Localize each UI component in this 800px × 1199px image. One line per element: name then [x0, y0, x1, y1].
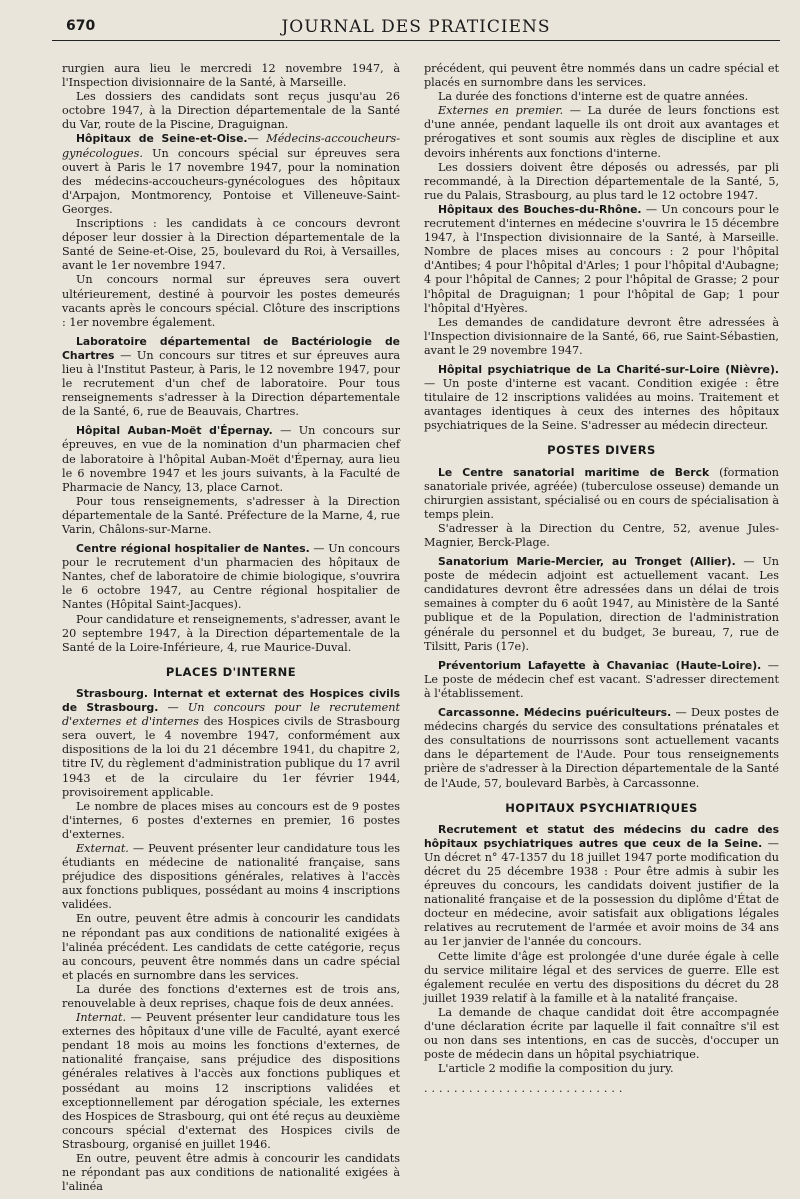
paragraph: Les dossiers doivent être déposés ou adressés, par pli recommandé, à la Direction départementale de la Santé, 5, rue du Palais, Strasbourg, au plus tard le 12 octobre 1947. — [424, 160, 779, 202]
notice-text: (formation sanatoriale privée, agréée) (tuberculose osseuse) demande un chirurgien assistant, spécialisé ou en cours de spécialisation à temps plein. — [424, 465, 779, 521]
paragraph: Les dossiers des candidats sont reçus jusqu'au 26 octobre 1947, à la Direction départementale de la Santé du Var, route de la Piscine, Draguignan. — [62, 90, 400, 132]
section-heading-places-interne: PLACES D'INTERNE — [165, 664, 297, 679]
notice-title: Préventorium Lafayette à Chavaniac (Haute-Loire). — [438, 658, 762, 672]
right-column — [424, 62, 779, 1096]
notice-subtitle: — Médecins-accoucheurs-gynécologues. — [62, 132, 400, 160]
paragraph-lead: Externat. — [76, 841, 129, 855]
notice-title: Hôpital psychiatrique de La Charité-sur-Loire (Nièvre). — [438, 362, 779, 376]
notice-title: Hôpital Auban-Moët d'Épernay. — [76, 424, 273, 438]
paragraph: Cette limite d'âge est prolongée d'une durée égale à celle du service militaire légal et des services de guerre. Elle est également reculée en vertu des dispositions du décret du 28 juillet 1939 relatif à la famille et à la natalité française. — [424, 949, 779, 1005]
notice-chartres — [62, 335, 400, 420]
notice-nantes — [62, 542, 400, 655]
paragraph-text: — Peuvent présenter leur candidature tous les externes des hôpitaux d'une ville de Faculté, ayant exercé pendant 18 mois au moins les fonctions d'externes, de nationalité française, sans préjudice des dispositions générales relatives à l'accès aux fonctions publiques et possédant au moins 12 inscriptions validées et exceptionnellement par dérogation spéciale, les externes des Hospices de Strasbourg, qui ont été reçus au deuxième concours spécial d'externat des Hospices civils de Strasbourg, organisé en juillet 1946. — [62, 1011, 400, 1151]
notice-chavaniac — [424, 659, 779, 701]
left-column — [62, 62, 400, 1199]
notice-bouches-du-rhone — [424, 203, 779, 358]
paragraph: La demande de chaque candidat doit être accompagnée d'une déclaration écrite par laquelle il fait connaître s'il est ou non dans ses intentions, en cas de succès, d'occuper un poste de médecin dans un hôpital psychiatrique. — [424, 1005, 779, 1062]
paragraph: La durée des fonctions d'interne est de quatre années. — [438, 90, 749, 104]
notice-text: — Un concours sur épreuves, en vue de la nomination d'un pharmacien chef de laboratoire à l'hôpital Auban-Moët d'Épernay, aura lieu le 6 novembre 1947 et les jours suivants, à la Faculté de Pharmacie de Nancy, 13, place Carnot. — [62, 424, 400, 494]
page-number: 670 — [66, 18, 96, 34]
notice-title: Strasbourg. Internat et externat des Hospices civils de Strasbourg. — [62, 686, 400, 715]
notice-tronget — [424, 555, 779, 654]
paragraph-text: — Peuvent présenter leur candidature tous les étudiants en médecine de nationalité française, sans préjudice des dispositions générales, relatives à l'accès aux fonctions publiques, possédant au moins 4 inscriptions validées. — [62, 841, 400, 912]
notice-carcassonne — [424, 706, 779, 791]
paragraph: En outre, peuvent être admis à concourir les candidats ne répondant pas aux conditions de nationalité exigées à l'alinéa précédent. Les candidats de cette catégorie, reçus au concours, peuvent être nommés dans un cadre spécial et placés en surnombre dans les services. — [62, 912, 400, 982]
journal-title: JOURNAL DES PRATICIENS — [281, 17, 551, 37]
notice-text: — Un concours pour le recrutement d'internes en médecine s'ouvrira le 15 décembre 1947, à l'Inspection divisionnaire de la Santé, à Marseille. Nombre de places mises au concours : 2 pour l'hôpital d'Antibes; 4 pour l'hôpital d'Arles; 1 pour l'hôpital d'Aubagne; 4 pour l'hôpital de Cannes; 2 pour l'hôpital de Grasse; 2 pour l'hôpital de Draguignan; 1 pour l'hôpital de Gap; 1 pour l'hôpital d'Hyères. — [424, 202, 779, 315]
section-heading-hopitaux-psychiatriques: HOPITAUX PSYCHIATRIQUES — [505, 800, 698, 815]
notice-text: — Un concours sur titres et sur épreuves aura lieu à l'Institut Pasteur, à Paris, le 12 novembre 1947, pour le recrutement d'un chef de laboratoire. Pour tous renseignements s'adresser à la Direction départementale de la Santé, 6, rue de Beauvais, Chartres. — [62, 348, 400, 419]
paragraph: L'article 2 modifie la composition du jury. — [438, 1062, 674, 1076]
notice-seine-et-oise — [62, 132, 400, 329]
notice-berck — [424, 466, 779, 551]
notice-title: Recrutement et statut des médecins du cadre des hôpitaux psychiatriques autres que ceux de la Seine. — [424, 822, 779, 850]
notice-recrutement-statut — [424, 823, 779, 1077]
notice-text: — Un décret n° 47-1357 du 18 juillet 1947 porte modification du décret du 25 décembre 1938 : Pour être admis à subir les épreuves du concours, les candidats doivent justifier de la nationalité française et de la possession du diplôme d'État de docteur en médecine, avoir satisfait aux obligations légales relatives au recrutement de l'armée et avoir moins de 34 ans au 1er janvier de l'année du concours. — [424, 836, 779, 949]
paragraph: Inscriptions : les candidats à ce concours devront déposer leur dossier à la Direction départementale de la Santé de Seine-et-Oise, 25, boulevard du Roi, à Versailles, avant le 1er novembre 1947. — [62, 217, 400, 273]
notice-subtitle: — Un concours pour le recrutement d'externes et d'internes — [62, 701, 400, 729]
notice-title: Le Centre sanatorial maritime de Berck — [438, 465, 710, 479]
notice-la-charite — [424, 363, 779, 433]
paragraph: rurgien aura lieu le mercredi 12 novembre 1947, à l'Inspection divisionnaire de la Santé, à Marseille. — [62, 62, 400, 90]
notice-text: des Hospices civils de Strasbourg sera ouvert, le 4 novembre 1947, conformément aux dispositions de la loi du 21 décembre 1941, du chapitre 2, titre IV, du règlement d'administration publique du 17 avril 1943 et de la circulaire du 1er février 1944, provisoirement applicable. — [62, 715, 401, 799]
notice-title: Laboratoire départemental de Bactériologie de Chartres — [62, 334, 400, 362]
paragraph: précédent, qui peuvent être nommés dans un cadre spécial et placés en surnombre dans les services. — [424, 62, 779, 90]
page-header — [52, 14, 780, 41]
paragraph: La durée des fonctions d'externes est de trois ans, renouvelable à deux reprises, chaque fois de deux années. — [62, 982, 400, 1010]
notice-title: Sanatorium Marie-Mercier, au Tronget (Allier). — [438, 555, 736, 569]
paragraph: Pour candidature et renseignements, s'adresser, avant le 20 septembre 1947, à la Direction départementale de la Santé de la Loire-Inférieure, 4, rue Maurice-Duval. — [62, 612, 400, 654]
paragraph-text: — La durée de leurs fonctions est d'une année, pendant laquelle ils ont droit aux avantages et prérogatives et sont soumis aux règles de discipline et aux devoirs inhérents aux fonctions d'interne. — [424, 104, 779, 160]
notice-title: Carcassonne. Médecins puériculteurs. — [438, 706, 672, 720]
notice-strasbourg — [62, 687, 400, 1194]
notice-text: — Un poste de médecin adjoint est actuellement vacant. Les candidatures devront être adressées dans un délai de trois semaines à compter du 6 août 1947, au Ministère de la Santé publique et de la Population, direction de l'administration générale du personnel et du budget, 3e bureau, 7, rue de Tilsitt, Paris (17e). — [424, 555, 779, 653]
paragraph: En outre, peuvent être admis à concourir les candidats ne répondant pas aux conditions de nationalité exigées à l'alinéa — [62, 1152, 400, 1194]
notice-title: Hôpitaux des Bouches-du-Rhône. — [438, 202, 642, 216]
paragraph: Le nombre de places mises au concours est de 9 postes d'internes, 6 postes d'externes en premier, 16 postes d'externes. — [62, 799, 400, 841]
notice-epernay — [62, 424, 400, 537]
notice-text: — Deux postes de médecins chargés du service des consultations prénatales et des consultations de nourrissons sont actuellement vacants dans le département de l'Aude. Pour tous renseignements prière de s'adresser à la Direction départementale de la Santé de l'Aude, 57, boulevard Barbès, à Carcassonne. — [424, 706, 780, 790]
notice-text: — Un poste d'interne est vacant. Condition exigée : être titulaire de 12 inscriptions validées au moins. Traitement et avantages identiques à ceux des internes des hôpitaux psychiatriques de la Seine. S'adresser au médecin directeur. — [424, 377, 779, 433]
paragraph-lead: Internat. — [76, 1011, 127, 1025]
notice-title: Hôpitaux de Seine-et-Oise. — [76, 132, 248, 146]
paragraph: Les demandes de candidature devront être adressées à l'Inspection divisionnaire de la Santé, 66, rue Saint-Sébastien, avant le 29 novembre 1947. — [424, 315, 779, 357]
paragraph-lead: Externes en premier. — [438, 104, 564, 118]
notice-text: — Un concours pour le recrutement d'un pharmacien des hôpitaux de Nantes, chef de laboratoire de chimie biologique, s'ouvrira le 6 octobre 1947, au Centre régional hospitalier de Nantes (Hôpital Saint-Jacques). — [62, 542, 400, 612]
paragraph: Un concours normal sur épreuves sera ouvert ultérieurement, destiné à pourvoir les postes demeurés vacants après le concours spécial. Clôture des inscriptions : 1er novembre également. — [62, 273, 400, 329]
dotted-separator: ........................... — [424, 1082, 627, 1096]
section-heading-postes-divers: POSTES DIVERS — [547, 443, 656, 458]
notice-text: — Le poste de médecin chef est vacant. S'adresser directement à l'établissement. — [424, 658, 779, 700]
paragraph: S'adresser à la Direction du Centre, 52, avenue Jules-Magnier, Berck-Plage. — [424, 521, 779, 549]
notice-title: Centre régional hospitalier de Nantes. — [76, 542, 310, 556]
paragraph: Pour tous renseignements, s'adresser à la Direction départementale de la Santé. Préfecture de la Marne, 4, rue Varin, Châlons-sur-Marne. — [62, 494, 400, 536]
notice-text: Un concours spécial sur épreuves sera ouvert à Paris le 17 novembre 1947, pour la nomination des médecins-accoucheurs-gynécologues des hôpitaux d'Arpajon, Montmorency, Pontoise et Villeneuve-Saint-Georges. — [62, 146, 400, 216]
